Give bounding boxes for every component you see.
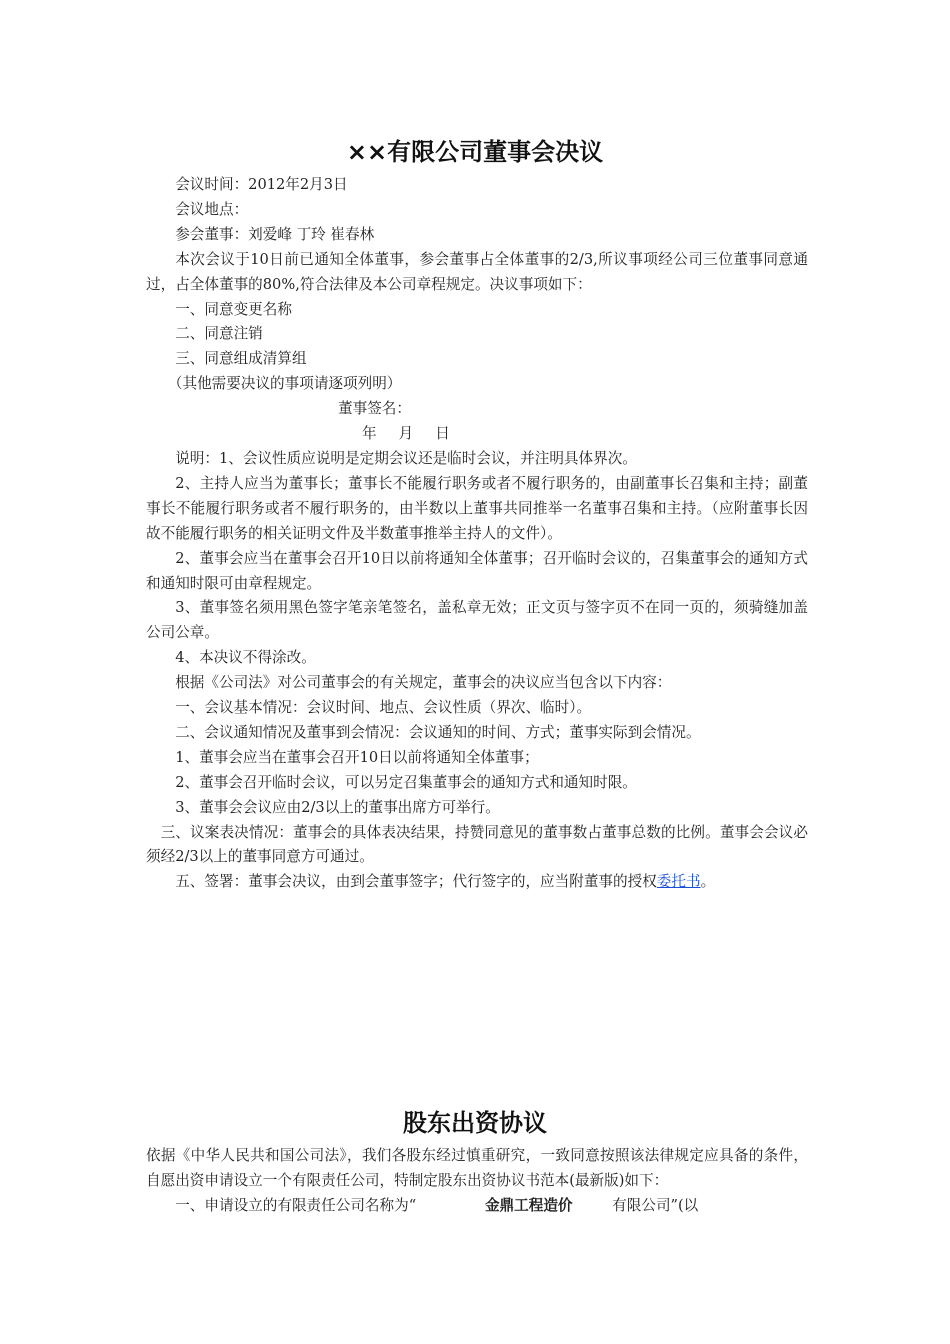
resolution-item: 二、同意注销 [175,325,263,343]
note-paragraph: 2、董事会应当在董事会召开10日以前将通知全体董事；召开临时会议的，召集董事会的通知方式和通知时限可由章程规定。 [146,549,808,592]
note-paragraph: 3、董事签名须用黑色签字笔亲笔签名，盖私章无效；正文页与签字页不在同一页的，须骑缝加盖公司公章。 [146,599,808,642]
meeting-place: 会议地点： [175,200,249,218]
resolution-body [146,173,808,895]
note-paragraph: 4、本决议不得涂改。 [175,649,316,667]
signing-text: 五、签署：董事会决议，由到会董事签字；代行签字的，应当附董事的授权 [175,873,657,891]
agreement-clause-1 [146,1194,808,1219]
other-items-note: （其他需要决议的事项请逐项列明） [167,375,402,393]
date-month: 月 [398,425,414,443]
agreement-intro: 依据《中华人民共和国公司法》，我们各股东经过慎重研究，一致同意按照该法律规定应具备的条件，自愿出资申请设立一个有限责任公司，特制定股东出资协议书范本(最新版)如下： [146,1147,808,1189]
power-of-attorney-link[interactable]: 委托书 [656,873,701,891]
clause-suffix: 有限公司”(以 [612,1196,699,1214]
resolution-intro: 本次会议于10日前已通知全体董事，参会董事占全体董事的2/3,所议事项经公司三位董事同意通过，占全体董事的80%,符合法律及本公司章程规定。决议事项如下： [146,250,808,293]
date-day: 日 [435,425,450,443]
meeting-time: 会议时间：2012年2月3日 [175,176,348,193]
content-item: 2、董事会召开临时会议，可以另定召集董事会的通知方式和通知时限。 [175,773,637,791]
content-item: 二、会议通知情况及董事到会情况：会议通知的时间、方式；董事实际到会情况。 [175,723,701,741]
content-item: 一、会议基本情况：会议时间、地点、会议性质（界次、临时）。 [175,699,592,717]
signature-label: 董事签名： [338,400,411,418]
law-intro: 根据《公司法》对公司董事会的有关规定，董事会的决议应当包含以下内容： [175,674,672,692]
date-year: 年 [362,425,377,443]
note-paragraph: 2、主持人应当为董事长；董事长不能履行职务或者不履行职务的，由副董事长召集和主持；副董事长不能履行职务或者不履行职务的，由半数以上董事共同推举一名董事召集和主持。（应附董事长因故不能履行职务的相关证明文件及半数董事推举主持人的文件）。 [146,474,808,542]
clause-prefix: 一、申请设立的有限责任公司名称为“ [175,1196,417,1214]
voting-paragraph: 三、议案表决情况：董事会的具体表决结果，持赞同意见的董事数占董事总数的比例。董事会会议必须经2/3以上的董事同意方可通过。 [146,823,808,866]
resolution-title: ××有限公司董事会决议 [346,138,604,166]
signature-date [146,422,808,447]
content-item: 3、董事会会议应由2/3以上的董事出席方可举行。 [175,798,500,816]
agreement-body [146,1144,808,1219]
note-paragraph: 说明：1、会议性质应说明是定期会议还是临时会议，并注明具体界次。 [175,449,637,467]
signing-paragraph [146,870,808,895]
resolution-item: 三、同意组成清算组 [175,350,307,368]
agreement-title: 股东出资协议 [403,1108,547,1137]
content-item: 1、董事会应当在董事会召开10日以前将通知全体董事； [175,748,539,766]
resolution-item: 一、同意变更名称 [175,300,292,318]
signing-suffix: 。 [700,873,716,891]
company-name: 金鼎工程造价 [484,1196,573,1214]
attendees: 参会董事：刘爱峰 丁玲 崔春林 [175,225,375,243]
